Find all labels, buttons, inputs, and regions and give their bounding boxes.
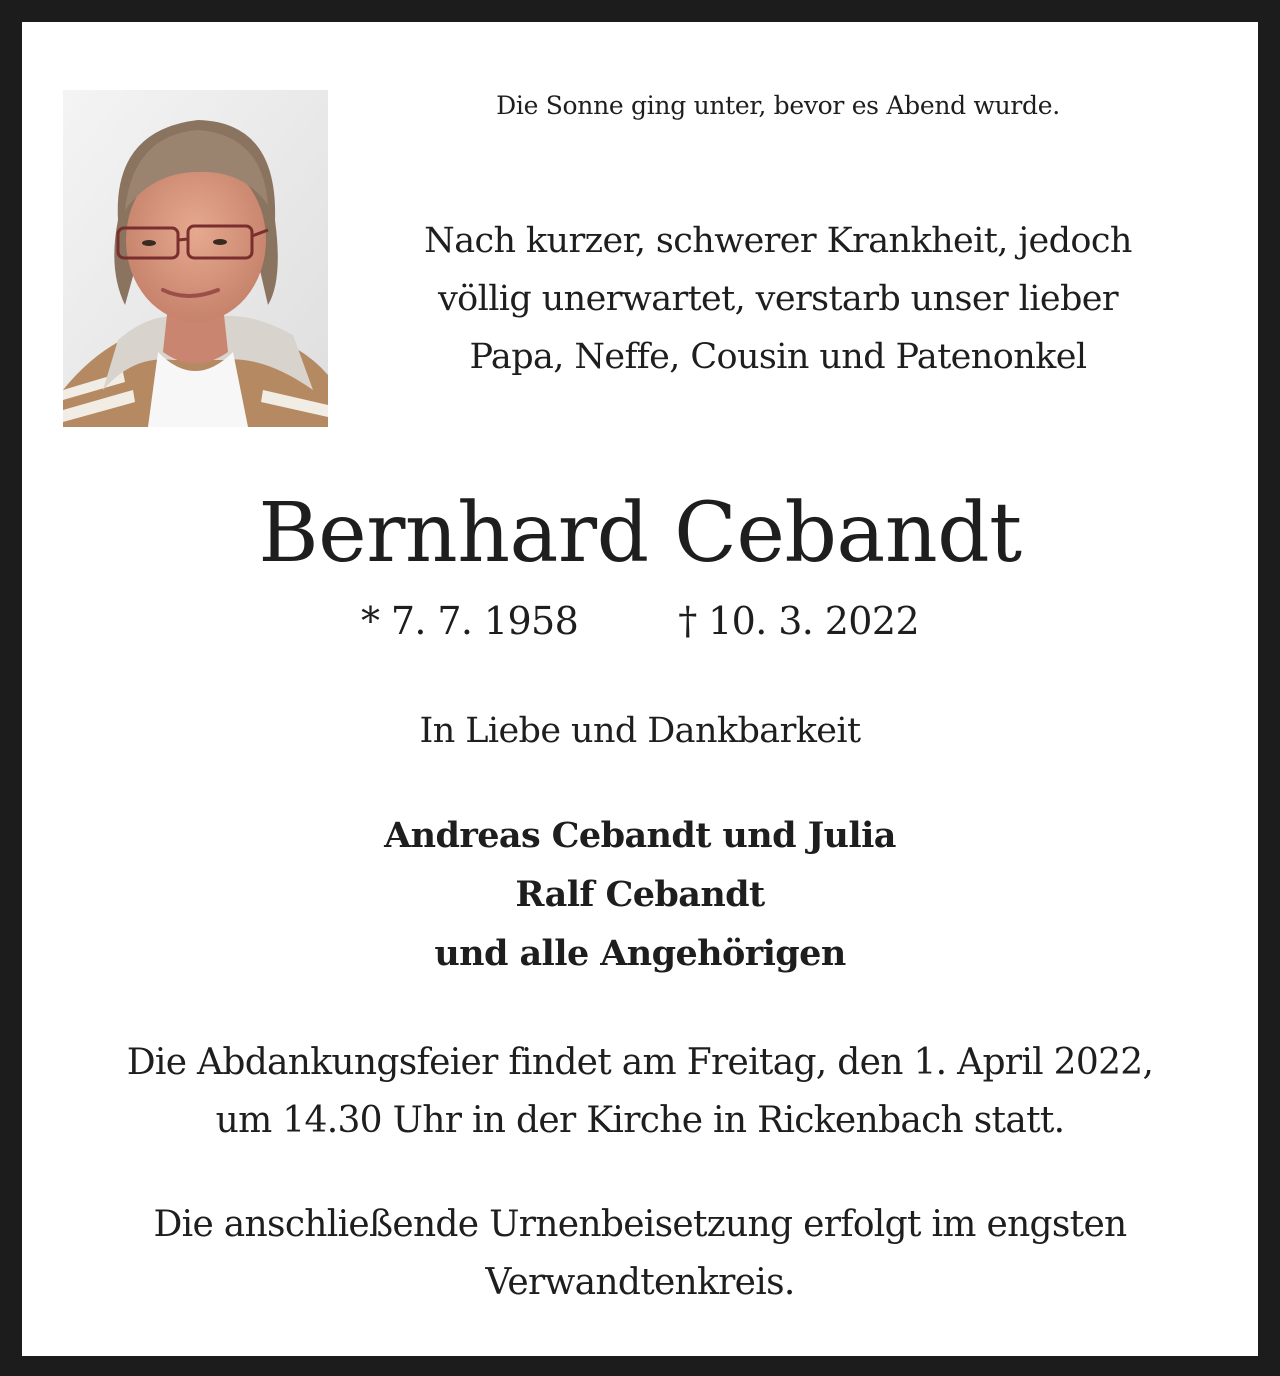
intro-line: völlig unerwartet, verstarb unser lieber [437,279,1119,319]
intro-line: Nach kurzer, schwerer Krankheit, jedoch [424,221,1132,261]
mourner-line: Ralf Cebandt [515,874,765,915]
motto: Die Sonne ging unter, bevor es Abend wurde. [496,91,1060,120]
portrait-photo [63,90,328,427]
life-dates [22,596,1258,646]
mourners-list [22,806,1258,983]
mourner-line: und alle Angehörigen [434,933,846,974]
ceremony-info [22,1034,1258,1150]
burial-line: Verwandtenkreis. [485,1262,795,1303]
obituary-notice [22,22,1258,1356]
death-date: † 10. 3. 2022 [678,599,920,643]
mourner-line: Andreas Cebandt und Julia [384,815,896,856]
intro-line: Papa, Neffe, Cousin und Patenonkel [469,337,1087,377]
intro-text [362,212,1194,386]
portrait-illustration [63,90,328,427]
birth-date: * 7. 7. 1958 [360,599,579,643]
ceremony-line: um 14.30 Uhr in der Kirche in Rickenbach statt. [215,1100,1065,1141]
burial-info [22,1196,1258,1312]
ceremony-line: Die Abdankungsfeier findet am Freitag, den 1. April 2022, [126,1042,1154,1083]
burial-line: Die anschließende Urnenbeisetzung erfolgt im engsten [153,1204,1127,1245]
dedication: In Liebe und Dankbarkeit [419,711,861,751]
deceased-name: Bernhard Cebandt [258,486,1022,581]
